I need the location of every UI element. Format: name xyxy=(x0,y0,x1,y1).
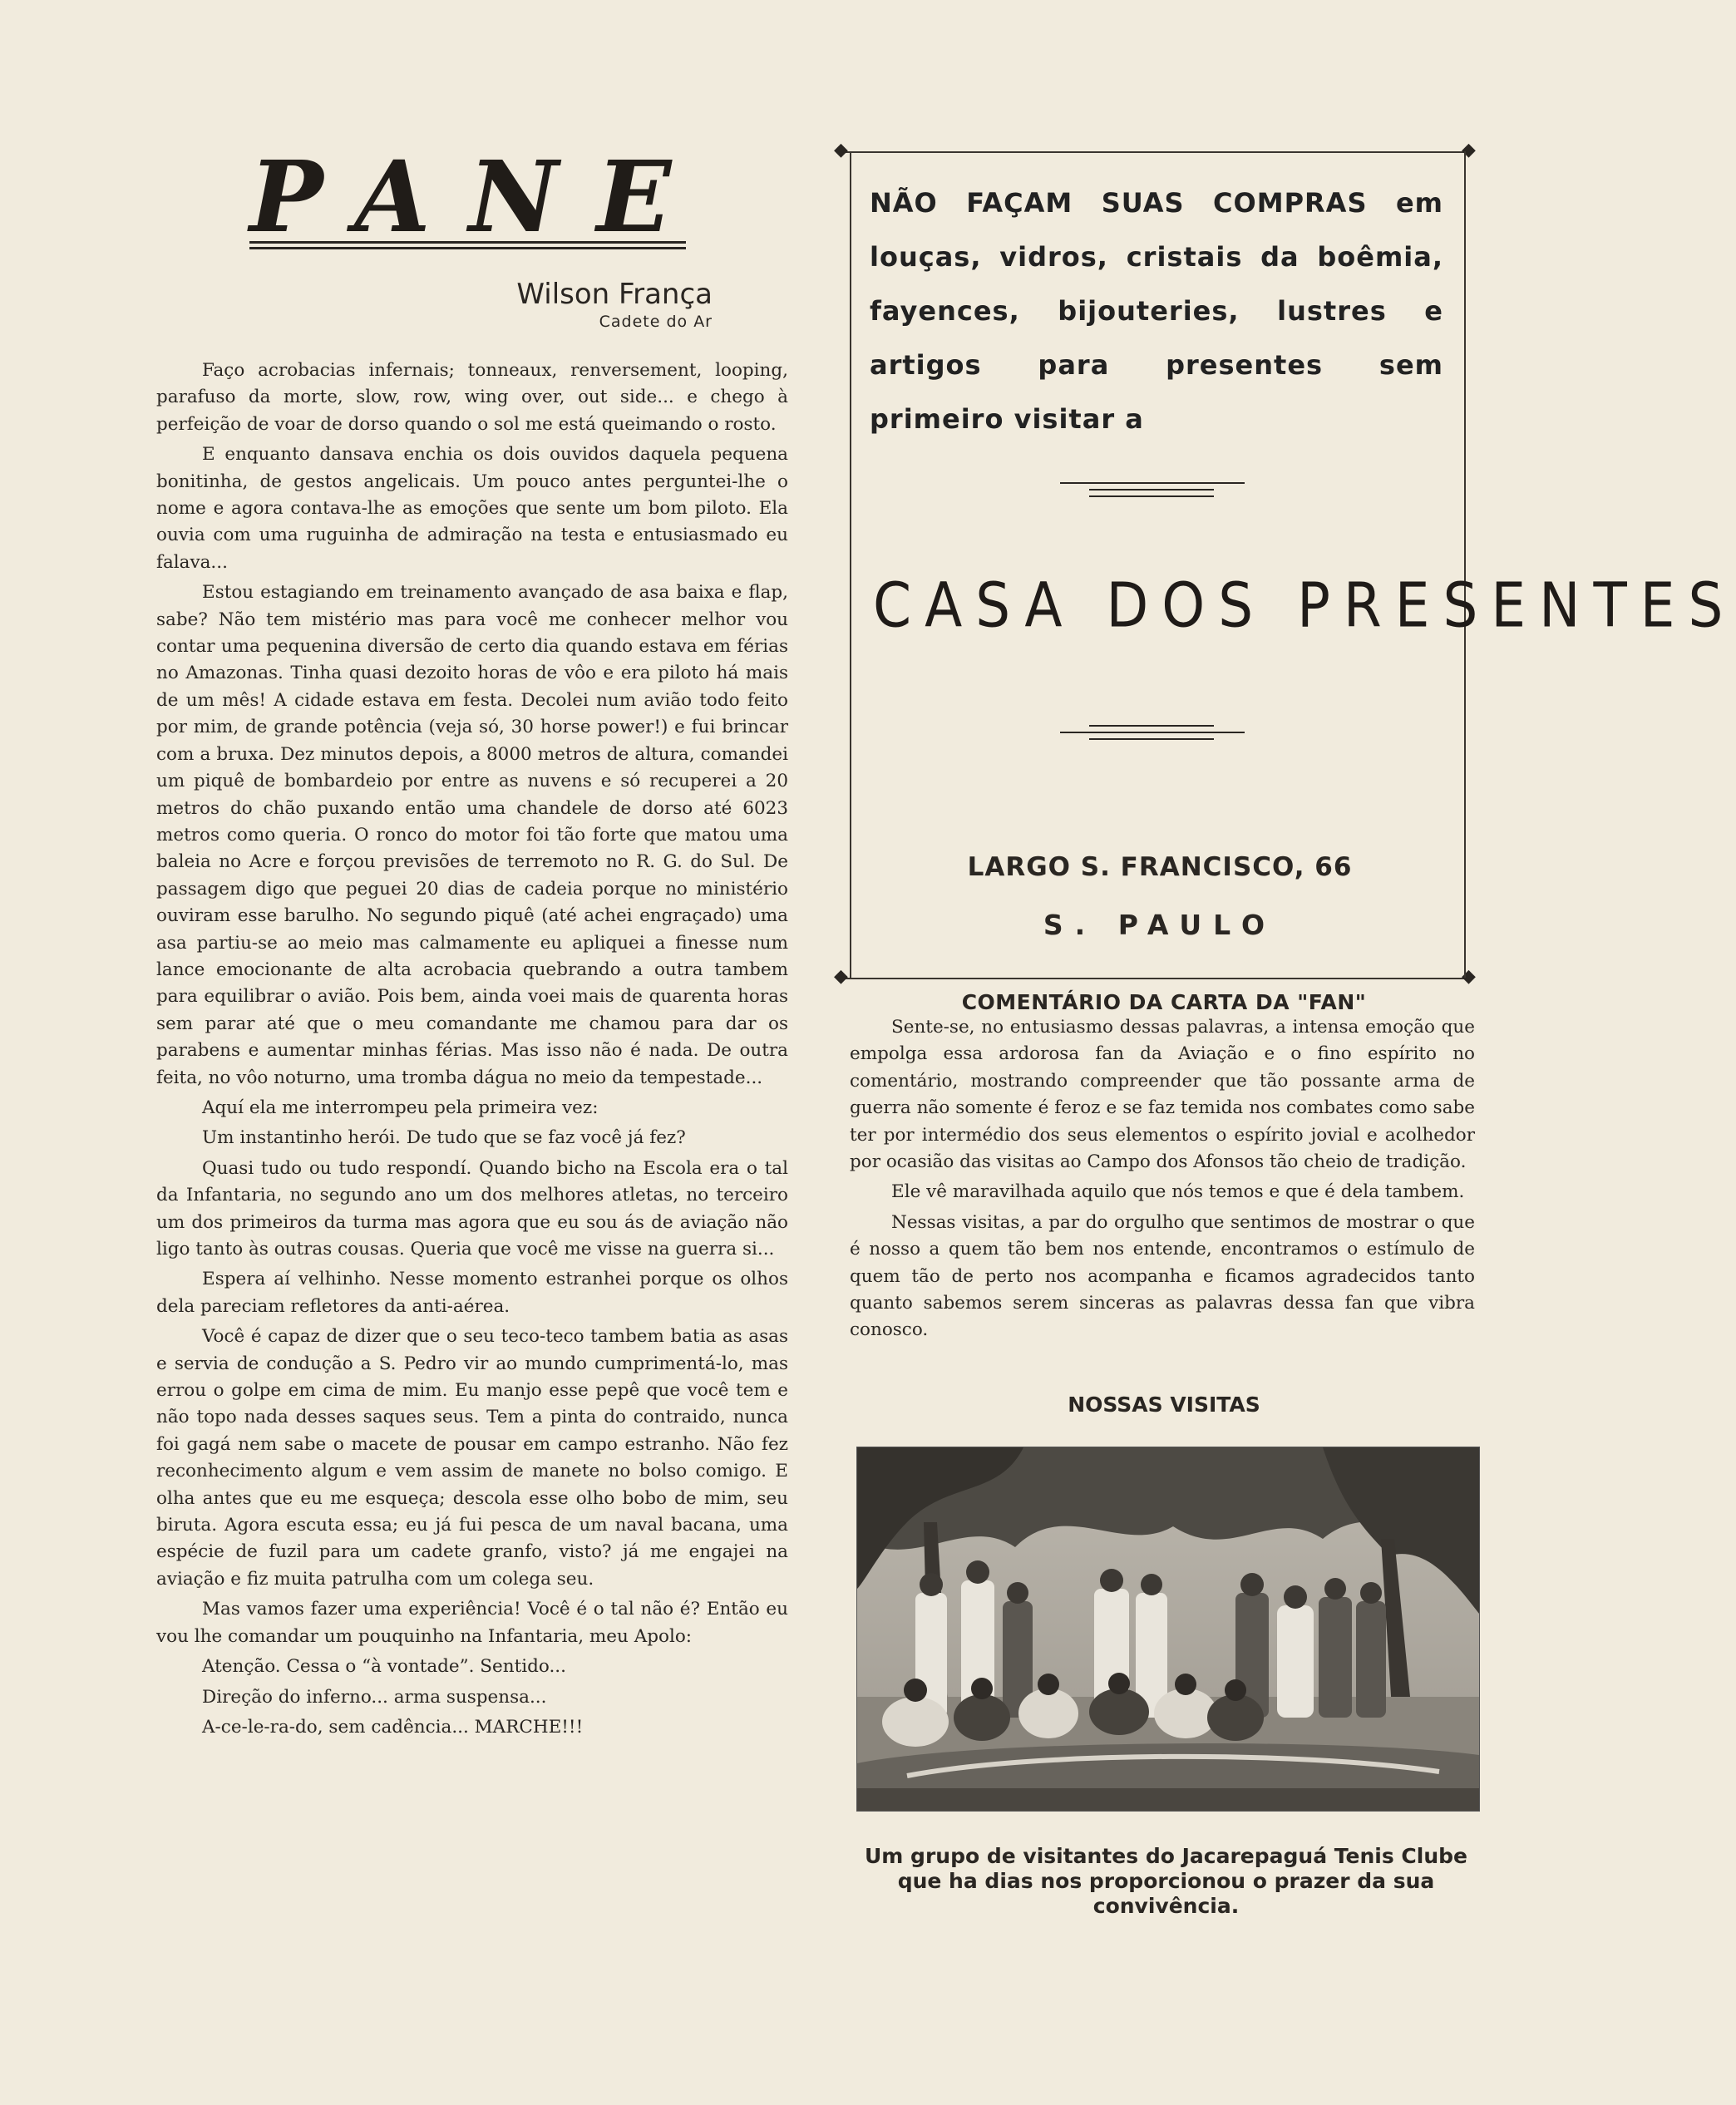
diamond-ornament-icon: ◆ xyxy=(1462,966,1476,987)
article-paragraph: Direção do inferno... arma suspensa... xyxy=(202,1686,547,1708)
photo-caption: Um grupo de visitantes do Jacarepaguá Tenis Clube que ha dias nos proporcionou o prazer da sua convivência. xyxy=(865,1844,1467,1918)
diamond-ornament-icon: ◆ xyxy=(834,966,848,987)
article-paragraph: A-ce-le-ra-do, sem cadência... MARCHE!!! xyxy=(202,1716,584,1738)
article-paragraph: Faço acrobacias infernais; tonneaux, renversement, looping, parafuso da morte, slow, row, wing over, out side... e chego à perfeição de voar de dorso quando o sol me está queimando o rosto. xyxy=(156,360,788,435)
author-block xyxy=(516,278,713,331)
shop-city: S. PAULO xyxy=(1043,909,1277,941)
author-role: Cadete do Ar xyxy=(599,313,713,331)
comment-paragraph: Ele vê maravilhada aquilo que nós temos e que é dela tambem. xyxy=(891,1181,1465,1203)
title-rule-top xyxy=(249,241,686,244)
article-paragraph: E enquanto dansava enchia os dois ouvidos daquela pequena bonitinha, de gestos angelicais. Um pouco antes perguntei-lhe o nome e agora contava-lhe as emoções que sente um bom piloto. Ela ouvia com uma ruguinha de admiração na testa e entusiasmado eu falava... xyxy=(156,444,788,573)
visits-title: NOSSAS VISITAS xyxy=(1068,1393,1260,1417)
ornament-rule xyxy=(1089,495,1214,497)
comment-paragraph: Nessas visitas, a par do orgulho que sentimos de mostrar o que é nosso a quem tão bem nos entende, encontramos o estímulo de quem tão de perto nos acompanha e ficamos agradecidos tanto quanto sabemos serem sinceras as palavras dessa fan que vibra conosco. xyxy=(850,1211,1475,1341)
article-paragraph: Um instantinho herói. De tudo que se faz você já fez? xyxy=(202,1127,686,1149)
ornament-rule xyxy=(1089,738,1214,740)
ad-border-bottom xyxy=(840,978,1472,979)
author-name: Wilson França xyxy=(516,278,713,311)
article-paragraph: Aquí ela me interrompeu pela primeira vez: xyxy=(202,1097,599,1118)
ornament-rule xyxy=(1060,732,1245,733)
shop-address: LARGO S. FRANCISCO, 66 xyxy=(967,852,1353,882)
article-paragraph: Estou estagiando em treinamento avançado de asa baixa e flap, sabe? Não tem mistério mas para você me conhecer melhor vou contar uma pequenina diversão de certo dia quando estava em férias no Amazonas. Tinha quasi dezoito horas de vôo e era piloto há mais de um mês! A cidade estava em festa. Decolei num avião todo feito por mim, de grande potência (veja só, 30 horse power!) e fui brincar com a bruxa. Dez minutos depois, a 8000 metros de altura, comandei um piquê de bombardeio por entre as nuvens e só recuperei a 20 metros do chão puxando então uma chandele de dorso até 6023 metros como queria. O ronco do motor foi tão forte que matou uma baleia no Acre e forçou previsões de terremoto no R. G. do Sul. De passagem digo que peguei 20 dias de cadeia porque no ministério ouviram esse barulho. No segundo piquê (até achei engraçado) uma asa partiu-se ao meio mas calmamente eu apliquei a finesse num lance emocionante de alta acrobacia quebrando a outra tambem para equilibrar o avião. Pois bem, ainda voei mais de quarenta horas sem parar até que o meu comandante me chamou para dar os parabens e aumentar minhas férias. Mas isso não é nada. De outra feita, no vôo noturno, uma tromba dágua no meio da tempestade... xyxy=(156,582,788,1088)
article-title: PANE xyxy=(249,139,710,254)
comment-body xyxy=(850,1014,1475,1348)
diamond-ornament-icon: ◆ xyxy=(834,140,848,160)
article-paragraph: Você é capaz de dizer que o seu teco-teco tambem batia as asas e servia de condução a S. Pedro vir ao mundo cumprimentá-lo, mas errou o golpe em cima de mim. Eu manjo esse pepê que você tem e não topo nada desses saques seus. Tem a pinta do contraido, nunca foi gagá nem sabe o macete de pousar em campo estranho. Não fez reconhecimento algum e vem assim de manete no bolso comigo. E olha antes que eu me esqueça; descola esse olho bobo de mim, seu biruta. Agora escuta essa; eu já fui pesca de um naval bacana, uma espécie de fuzil para um cadete granfo, visto? já me engajei na aviação e fiz muita patrulha com um colega seu. xyxy=(156,1326,788,1590)
article-paragraph: Quasi tudo ou tudo respondí. Quando bicho na Escola era o tal da Infantaria, no segundo ano um dos melhores atletas, no terceiro um dos primeiros da turma mas agora que eu sou ás de aviação não ligo tanto às outras cousas. Queria que você me visse na guerra si... xyxy=(156,1157,788,1260)
ad-text: NÃO FAÇAM SUAS COMPRAS em louças, vidros, cristais da boêmia, fayences, bijouteries, lustres e artigos para presentes sem primeiro visitar a xyxy=(870,187,1443,435)
group-photo-illustration xyxy=(857,1447,1479,1811)
diamond-ornament-icon: ◆ xyxy=(1462,140,1476,160)
ornament-rule xyxy=(1089,725,1214,727)
article-paragraph: Espera aí velhinho. Nesse momento estranhei porque os olhos dela pareciam refletores da anti-aérea. xyxy=(156,1269,788,1317)
title-rule-bottom xyxy=(249,247,686,249)
article-body xyxy=(156,357,788,1744)
ornament-rule xyxy=(1060,482,1245,484)
ornament-rule xyxy=(1089,489,1214,491)
shop-name: CASA DOS PRESENTES xyxy=(873,569,1736,642)
comment-paragraph: Sente-se, no entusiasmo dessas palavras, a intensa emoção que empolga essa ardorosa fan da Aviação e o fino espírito no comentário, mostrando compreender que tão possante arma de guerra não somente é feroz e se faz temida nos combates como sabe ter por intermédio dos seus elementos o espírito jovial e acolhedor por ocasião das visitas ao Campo dos Afonsos tão cheio de tradição. xyxy=(850,1017,1475,1173)
article-paragraph: Atenção. Cessa o “à vontade”. Sentido... xyxy=(202,1656,566,1678)
comment-title: COMENTÁRIO DA CARTA DA "FAN" xyxy=(961,990,1367,1014)
article-paragraph: Mas vamos fazer uma experiência! Você é o tal não é? Então eu vou lhe comandar um pouquinho na Infantaria, meu Apolo: xyxy=(156,1599,788,1647)
group-photo xyxy=(856,1447,1480,1812)
